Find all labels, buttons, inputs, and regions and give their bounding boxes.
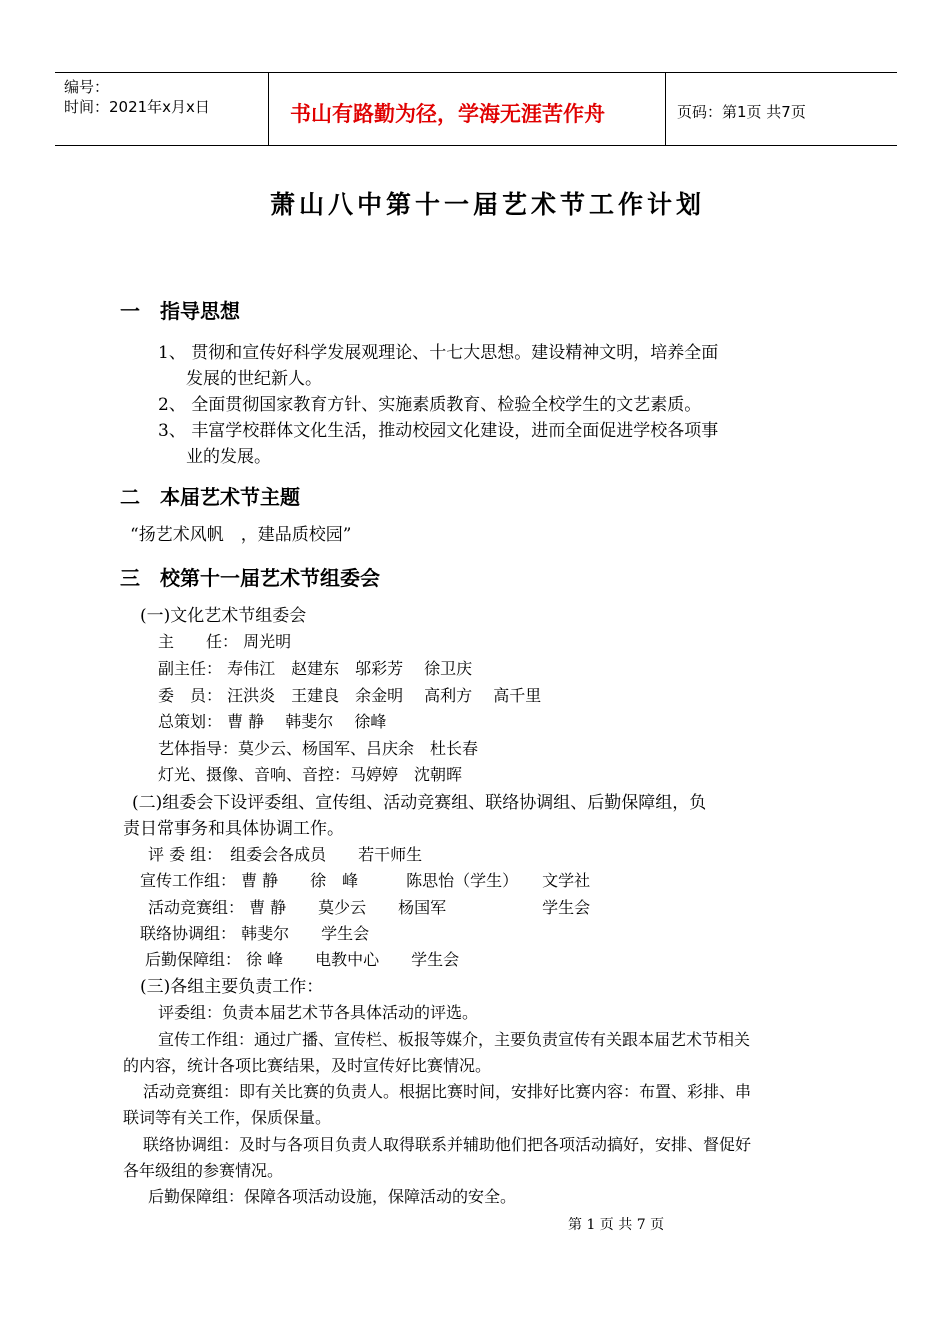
header-page-info: 页码：第1页 共7页 [677,103,806,121]
duty-line: 各年级组的参赛情况。 [123,1161,284,1180]
header-divider-left [268,72,269,146]
duty-line: 宣传工作组：通过广播、宣传栏、板报等媒介，主要负责宣传有关跟本届艺术节相关 [158,1030,751,1049]
subsection-paragraph: (二)组委会下设评委组、宣传组、活动竞赛组、联络协调组、后勤保障组，负 [132,793,707,813]
header-time: 时间：2021年x月x日 [64,98,210,116]
group-row: 后勤保障组： 徐 峰 电教中心 学生会 [145,950,460,969]
duty-line: 联络协调组：及时与各项目负责人取得联系并辅助他们把各项活动搞好，安排、督促好 [143,1135,752,1154]
document-title: 萧山八中第十一届艺术节工作计划 [270,190,706,219]
list-item: 3、 丰富学校群体文化生活，推动校园文化建设，进而全面促进学校各项事 [158,421,719,441]
list-item: 发展的世纪新人。 [186,369,322,389]
section-heading-theme: 二 本届艺术节主题 [120,485,300,509]
subsection-heading: (三)各组主要负责工作： [140,977,324,997]
header-divider-right [665,72,666,146]
header-motto: 书山有路勤为径，学海无涯苦作舟 [290,102,605,126]
duty-line: 联词等有关工作，保质保量。 [123,1108,332,1127]
group-row: 联络协调组： 韩斐尔 学生会 [140,924,370,943]
committee-row: 灯光、摄像、音响、音控：马婷婷 沈朝晖 [158,765,463,784]
group-row: 评 委 组： 组委会各成员 若干师生 [148,845,423,864]
festival-theme: “扬艺术风帆 ，建品质校园” [130,525,352,545]
committee-row: 委 员： 汪洪炎 王建良 余金明 高利方 高千里 [158,686,542,705]
header-top-rule [55,72,897,73]
committee-row: 主 任： 周光明 [158,632,292,651]
committee-row: 副主任： 寿伟江 赵建东 邬彩芳 徐卫庆 [158,659,473,678]
list-item: 2、 全面贯彻国家教育方针、实施素质教育、检验全校学生的文艺素质。 [158,395,702,415]
page-footer: 第 1 页 共 7 页 [568,1217,665,1233]
list-item: 业的发展。 [186,447,271,467]
section-heading-committee: 三 校第十一届艺术节组委会 [120,566,380,590]
subsection-paragraph: 责日常事务和具体协调工作。 [123,819,344,839]
committee-row: 总策划： 曹 静 韩斐尔 徐峰 [158,712,387,731]
duty-line: 活动竞赛组：即有关比赛的负责人。根据比赛时间，安排好比赛内容：布置、彩排、串 [143,1082,752,1101]
header-bottom-rule [55,145,897,146]
header-number: 编号： [64,78,110,96]
subsection-heading: (一)文化艺术节组委会 [140,606,307,626]
duty-line: 的内容，统计各项比赛结果，及时宣传好比赛情况。 [123,1056,492,1075]
list-item: 1、 贯彻和宣传好科学发展观理论、十七大思想。建设精神文明，培养全面 [158,343,719,363]
section-heading-guiding-thought: 一 指导思想 [120,299,240,323]
group-row: 宣传工作组： 曹 静 徐 峰 陈思怡（学生） 文学社 [140,871,591,890]
duty-line: 评委组：负责本届艺术节各具体活动的评选。 [158,1003,479,1022]
committee-row: 艺体指导：莫少云、杨国军、吕庆余 杜长春 [158,739,479,758]
group-row: 活动竞赛组： 曹 静 莫少云 杨国军 学生会 [148,898,591,917]
duty-line: 后勤保障组：保障各项活动设施，保障活动的安全。 [148,1187,517,1206]
